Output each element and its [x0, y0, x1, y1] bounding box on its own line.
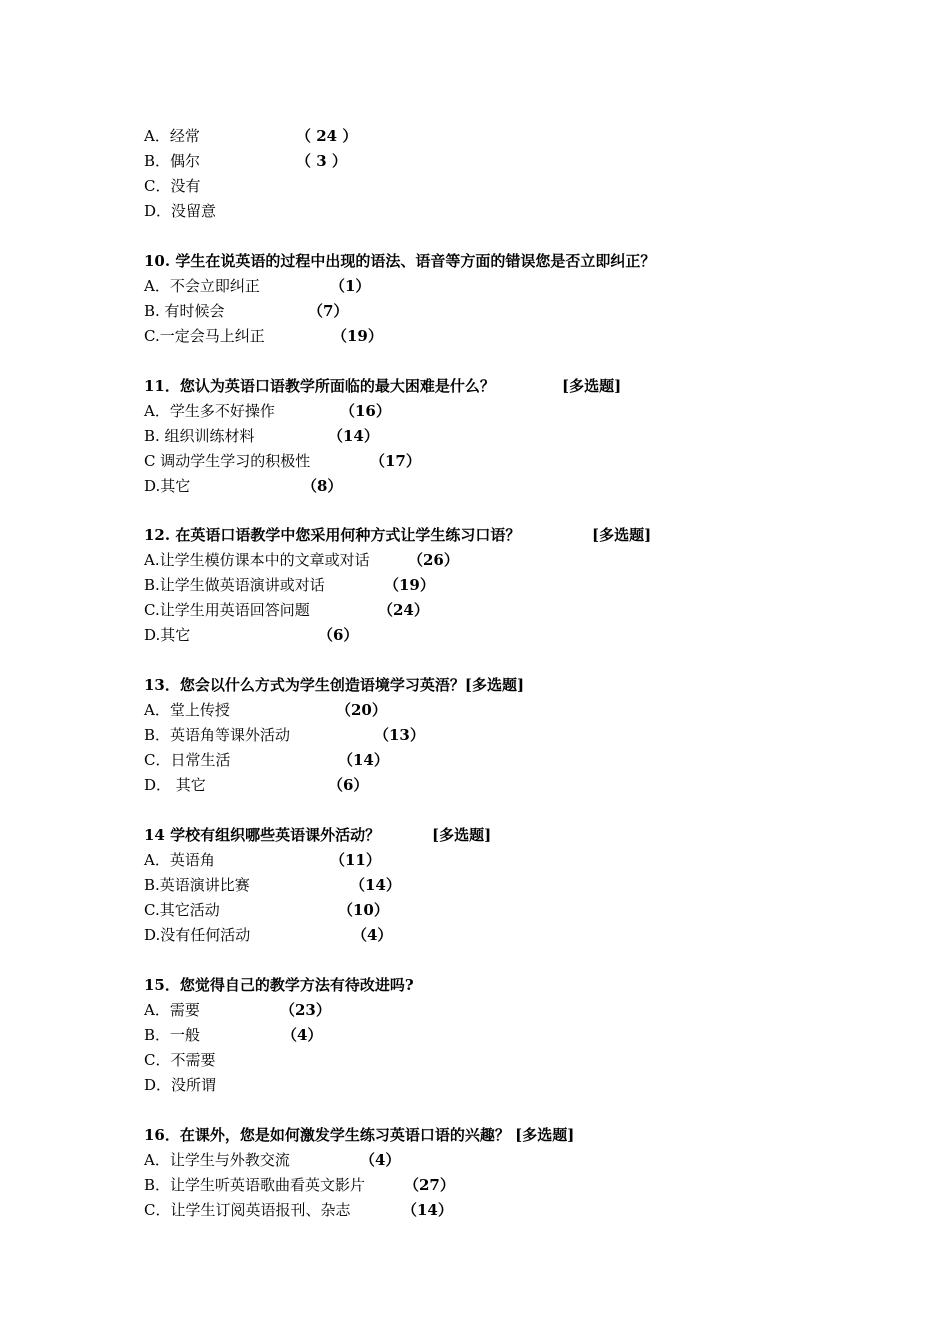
option-label: A.让学生模仿课本中的文章或对话	[144, 551, 370, 570]
option-line	[144, 1173, 844, 1198]
option-label: B．让学生听英语歌曲看英文影片	[144, 1175, 366, 1194]
option-line	[144, 449, 844, 474]
option-count: （14）	[402, 1200, 453, 1219]
question-text: 11．您认为英语口语教学所面临的最大困难是什么？	[144, 376, 495, 395]
option-line	[144, 623, 844, 648]
option-label: D． 其它	[144, 776, 206, 795]
option-label: C．不需要	[144, 1050, 216, 1069]
option-count: （4）	[360, 1150, 401, 1169]
option-count: （8）	[302, 476, 343, 495]
option-line	[144, 548, 844, 573]
option-line	[144, 149, 844, 174]
option-line	[144, 898, 844, 923]
question-heading	[144, 823, 844, 848]
option-line	[144, 873, 844, 898]
multi-select-tag: [多选题]	[562, 376, 622, 395]
option-label: C.让学生用英语回答问题	[144, 601, 310, 620]
option-label: B．英语角等课外活动	[144, 726, 291, 745]
option-label: D．没所谓	[144, 1075, 217, 1094]
option-line	[144, 573, 844, 598]
option-label: D.没有任何活动	[144, 925, 251, 944]
option-count: （4）	[282, 1025, 323, 1044]
option-count: （26）	[408, 551, 459, 570]
option-line	[144, 274, 844, 299]
option-count: （ 3 ）	[296, 152, 347, 170]
option-label: C 调动学生学习的积极性	[144, 451, 311, 470]
option-label: A．学生多不好操作	[144, 401, 275, 420]
question-heading	[144, 523, 844, 548]
option-label: A．英语角	[144, 850, 215, 869]
option-label: A．需要	[144, 1000, 200, 1019]
option-count: （14）	[328, 426, 379, 445]
option-count: （16）	[340, 401, 391, 420]
question-heading	[144, 374, 844, 399]
option-count: （17）	[370, 451, 421, 470]
option-label: B．偶尔	[144, 152, 201, 170]
option-line	[144, 199, 844, 224]
option-label: B. 组织训练材料	[144, 426, 255, 445]
option-line	[144, 399, 844, 424]
option-line	[144, 748, 844, 773]
question-heading: 13．您会以什么方式为学生创造语境学习英浯？[多选题]	[144, 676, 525, 695]
option-line	[144, 698, 844, 723]
option-label: C．让学生订阅英语报刊、杂志	[144, 1200, 351, 1219]
option-label: B.英语演讲比赛	[144, 875, 250, 894]
option-count: （20）	[336, 701, 387, 720]
option-line	[144, 923, 844, 948]
option-label: D．没留意	[144, 202, 217, 220]
option-count: （7）	[308, 301, 349, 320]
option-label: D.其它	[144, 626, 191, 645]
option-line	[144, 299, 844, 324]
option-line	[144, 848, 844, 873]
option-count: （ 24 ）	[296, 127, 358, 145]
multi-select-tag: [多选题]	[432, 825, 492, 844]
option-count: （14）	[350, 875, 401, 894]
option-label: A．不会立即纠正	[144, 276, 260, 295]
option-label: B.让学生做英语演讲或对话	[144, 576, 325, 595]
option-count: （19）	[332, 326, 383, 345]
option-label: A．经常	[144, 127, 200, 145]
option-line	[144, 324, 844, 349]
question-text: 14 学校有组织哪些英语课外活动？	[144, 825, 381, 844]
option-line	[144, 773, 844, 798]
option-line	[144, 1048, 844, 1073]
option-line	[144, 1148, 844, 1173]
option-label: B. 有时候会	[144, 301, 225, 320]
option-line	[144, 723, 844, 748]
option-count: （10）	[338, 900, 389, 919]
option-line	[144, 124, 844, 149]
option-line	[144, 598, 844, 623]
option-label: C.其它活动	[144, 900, 220, 919]
question-heading: 10. 学生在说英语的过程中出现的语法、语音等方面的错误您是否立即纠正？	[144, 251, 656, 270]
option-count: （13）	[374, 726, 425, 745]
option-line	[144, 998, 844, 1023]
option-label: C．没有	[144, 177, 201, 195]
option-count: （6）	[318, 626, 359, 645]
option-label: A．让学生与外教交流	[144, 1150, 290, 1169]
option-count: （23）	[280, 1000, 331, 1019]
option-line	[144, 1023, 844, 1048]
question-heading: 15．您觉得自己的教学方法有待改进吗?	[144, 975, 414, 994]
option-label: A．堂上传授	[144, 701, 230, 720]
option-count: （24）	[378, 601, 429, 620]
option-count: （1）	[330, 276, 371, 295]
multi-select-tag: [多选题]	[592, 526, 652, 545]
option-label: B．一般	[144, 1025, 201, 1044]
option-count: （27）	[404, 1175, 455, 1194]
option-line	[144, 174, 844, 199]
option-line	[144, 474, 844, 499]
option-label: C．日常生活	[144, 751, 231, 770]
option-line	[144, 1198, 844, 1223]
option-count: （19）	[384, 576, 435, 595]
option-label: C.一定会马上纠正	[144, 326, 265, 345]
option-count: （11）	[330, 850, 381, 869]
option-line	[144, 1073, 844, 1098]
survey-document	[144, 124, 844, 1223]
option-label: D.其它	[144, 476, 191, 495]
option-count: （14）	[338, 751, 389, 770]
question-text: 12. 在英语口语教学中您采用何种方式让学生练习口语？	[144, 526, 521, 545]
option-line	[144, 424, 844, 449]
option-count: （6）	[328, 776, 369, 795]
option-count: （4）	[352, 925, 393, 944]
question-heading: 16．在课外，您是如何激发学生练习英语口语的兴趣？ [多选题]	[144, 1125, 575, 1144]
